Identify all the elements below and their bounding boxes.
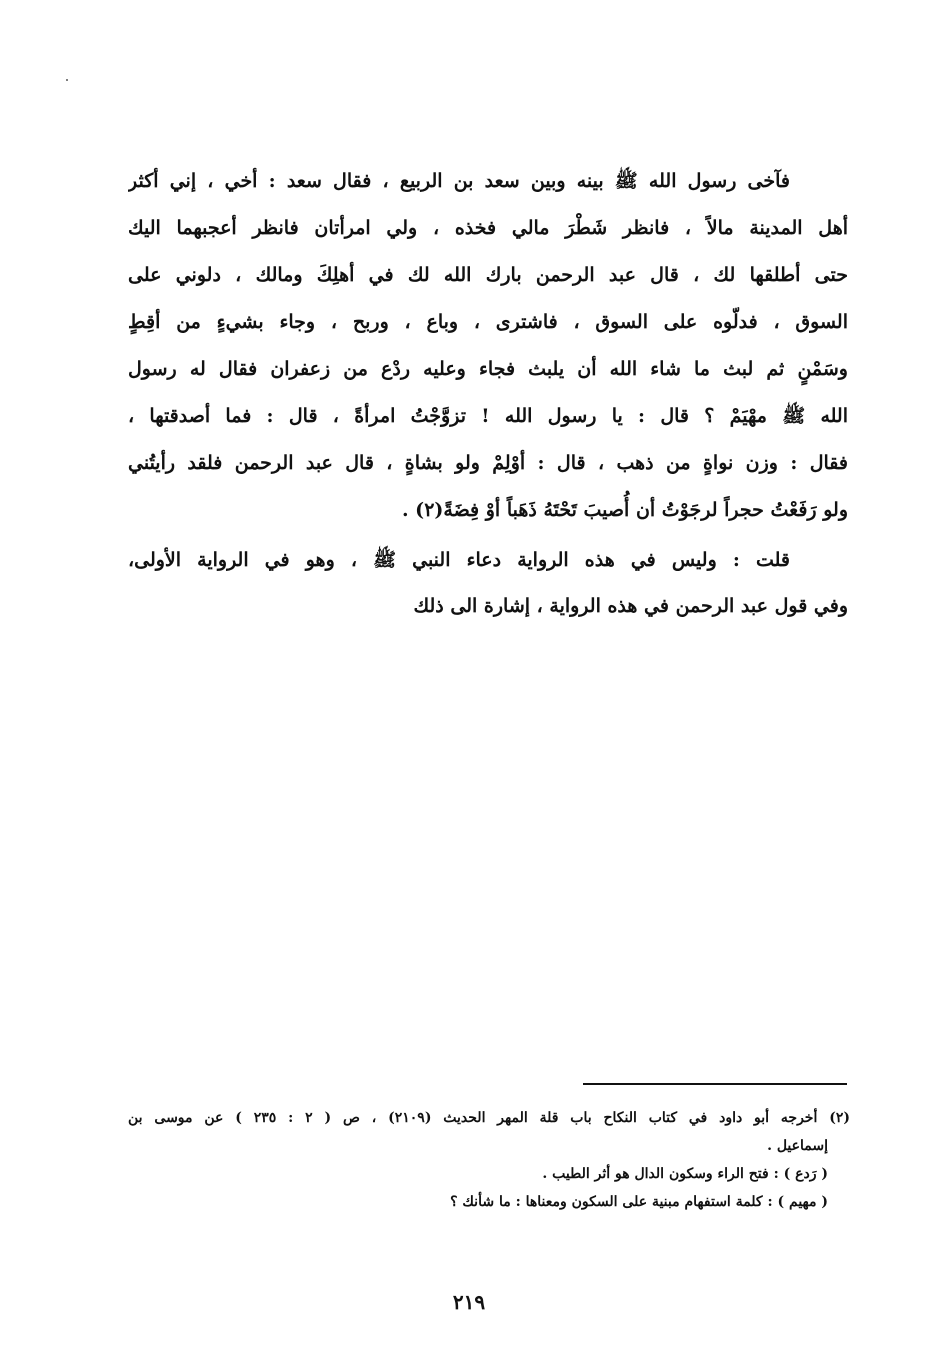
footnote-line: (٢) أخرجه أبو داود في كتاب النكاح باب قلة المهر الحديث (٢١٠٩) ، ص ( ٢ : ٢٣٥ ) عن موسى بن [128,1110,850,1126]
text-line: وسَمْنٍ ثم لبث ما شاء الله أن يلبث فجاء وعليه ردْع من زعفران فقال له رسول [128,358,848,380]
page-number: ٢١٩ [452,1290,486,1314]
text-line: فآخى رسول الله ﷺ بينه وبين سعد بن الربيع ، فقال سعد : أخي ، إني أكثر [128,170,790,192]
text-line: الله ﷺ مهْيَمْ ؟ قال : يا رسول الله ! تزوَّجْتُ امرأةً ، قال : فما أصدقتها ، [128,405,848,427]
footnote-line: ( مهيم ) : كلمة استفهام مبنية على السكون ومعناها : ما شأنك ؟ [450,1194,828,1210]
text-line: السوق ، فدلّوه على السوق ، فاشترى ، وباع ، وربح ، وجاء بشيءٍ من أقِطٍ [128,311,848,333]
footnote-line: إسماعيل . [767,1138,828,1154]
paragraph-2 [128,537,848,629]
footnotes [128,1104,850,1216]
paragraph-1 [128,158,848,534]
text-line: قلت : وليس في هذه الرواية دعاء النبي ﷺ ، وهو في الرواية الأولى، [128,549,790,571]
text-line: وفي قول عبد الرحمن في هذه الرواية ، إشارة الى ذلك [413,595,848,617]
text-line: فقال : وزن نواةٍ من ذهب ، قال : أوْلِمْ ولو بشاةٍ ، قال عبد الرحمن فلقد رأيتُني [128,452,848,474]
footnote-line: ( رَدع ) : فتح الراء وسكون الدال هو أثر الطيب . [542,1166,828,1182]
footnote-separator [583,1083,847,1085]
text-line: ولو رَفَعْتُ حجراً لرجَوْتُ أن أُصيبَ تَحْتَهُ ذَهَباً أوْ فِضَةً(٢) . [401,499,848,521]
text-line: أهل المدينة مالاً ، فانظر شَطْرَ مالي فخذه ، ولي امرأتان فانظر أعجبهما اليك [128,217,848,239]
scan-speck [66,79,68,81]
text-line: حتى أطلقها لك ، قال عبد الرحمن بارك الله لك في أهلِكَ ومالك ، دلوني على [128,264,848,286]
